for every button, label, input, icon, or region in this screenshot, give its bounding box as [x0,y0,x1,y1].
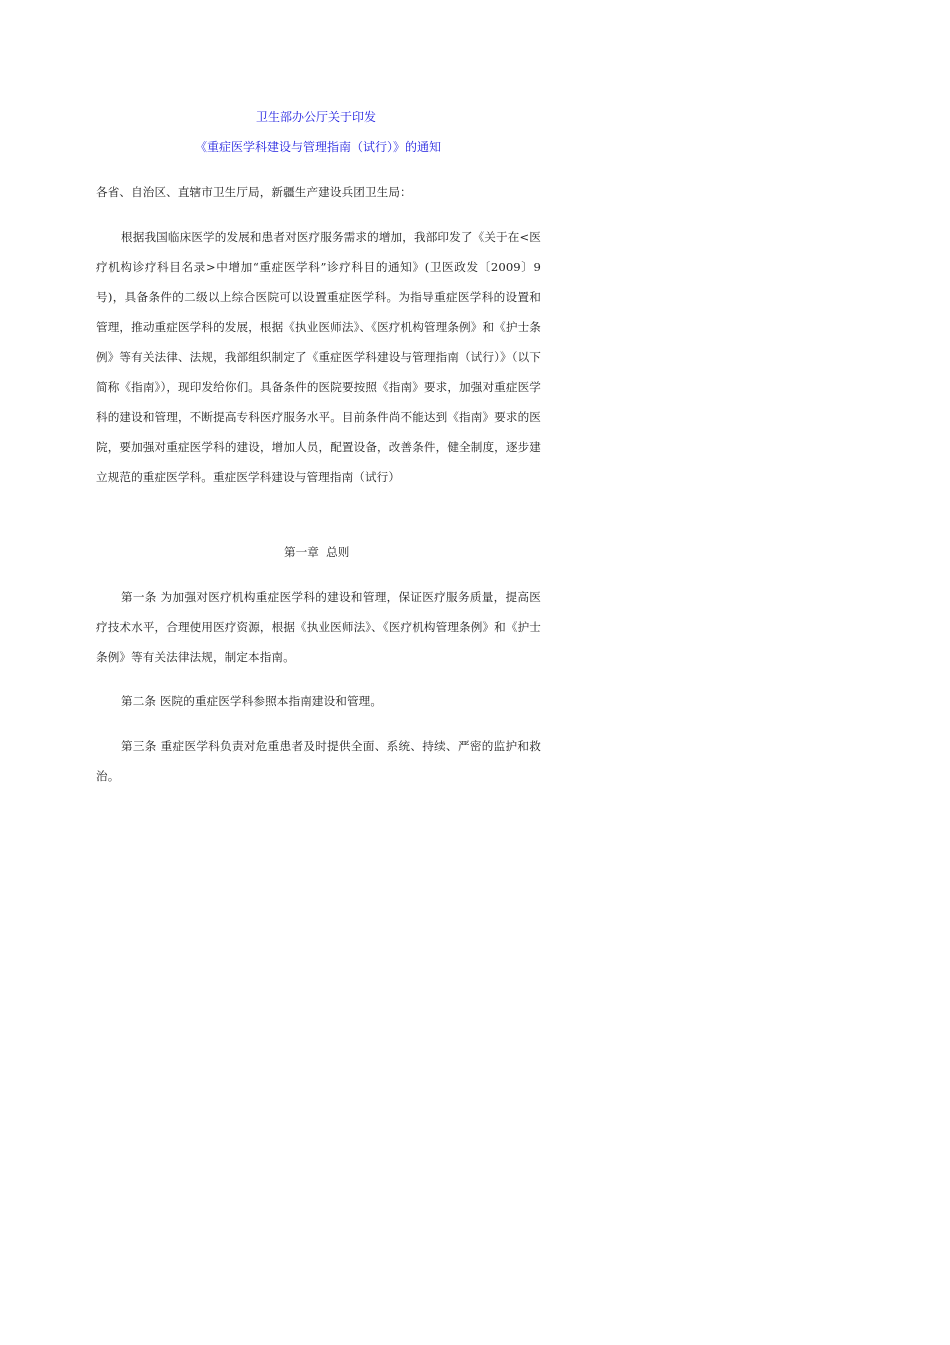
article-1: 第一条 为加强对医疗机构重症医学科的建设和管理，保证医疗服务质量，提高医疗技术水平，合理使用医疗资源，根据《执业医师法》、《医疗机构管理条例》和《护士条例》等有关法律法规，制定本指南。 [96,590,541,664]
chapter-heading: 第一章 总则 [284,545,350,559]
document-title-line-1: 卫生部办公厅关于印发 [256,110,377,124]
article-2: 第二条 医院的重症医学科参照本指南建设和管理。 [121,694,383,708]
salutation: 各省、自治区、直辖市卫生厅局，新疆生产建设兵团卫生局： [96,185,412,199]
intro-paragraph: 根据我国临床医学的发展和患者对医疗服务需求的增加，我部印发了《关于在<医疗机构诊疗科目名录>中增加“重症医学科”诊疗科目的通知》(卫医政发〔2009〕9号)，具备条件的二级以上综合医院可以设置重症医学科。为指导重症医学科的设置和管理，推动重症医学科的发展，根据《执业医师法》、《医疗机构管理条例》和《护士条例》等有关法律、法规，我部组织制定了《重症医学科建设与管理指南（试行）》（以下简称《指南》），现印发给你们。具备条件的医院要按照《指南》要求，加强对重症医学科的建设和管理，不断提高专科医疗服务水平。目前条件尚不能达到《指南》要求的医院，要加强对重症医学科的建设，增加人员，配置设备，改善条件，健全制度，逐步建立规范的重症医学科。重症医学科建设与管理指南（试行） [96,230,541,484]
article-3: 第三条 重症医学科负责对危重患者及时提供全面、系统、持续、严密的监护和救治。 [96,739,541,783]
document-title-line-2: 《重症医学科建设与管理指南（试行）》的通知 [195,140,442,154]
